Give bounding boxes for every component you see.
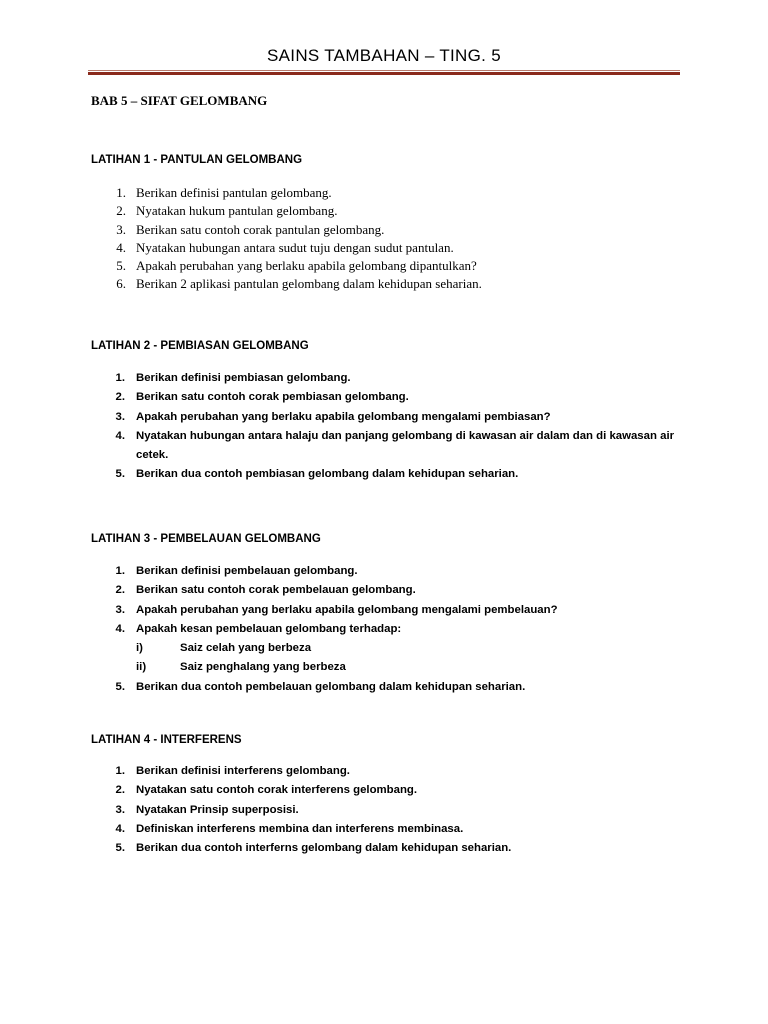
item-text: Nyatakan satu contoh corak interferens gelombang. <box>136 784 418 797</box>
list-item <box>91 678 691 697</box>
item-text: Definiskan interferens membina dan interferens membinasa. <box>136 822 464 835</box>
list-item <box>91 839 691 858</box>
list-item <box>91 465 691 484</box>
item-text: Berikan 2 aplikasi pantulan gelombang dalam kehidupan seharian. <box>136 276 482 292</box>
item-number: 3. <box>115 603 125 616</box>
item-number: 1. <box>116 185 126 200</box>
item-text: Berikan satu contoh corak pembelauan gelombang. <box>136 584 416 597</box>
item-text: Nyatakan hubungan antara halaju dan panjang gelombang di kawasan air dalam dan di kawasan air cetek. <box>136 429 675 462</box>
item-number: 2. <box>115 784 125 797</box>
question-list-latihan-3 <box>91 562 691 697</box>
item-number: 1. <box>115 565 125 577</box>
item-text: Berikan satu contoh corak pembiasan gelombang. <box>136 391 409 404</box>
list-item <box>91 202 691 220</box>
list-item <box>91 427 691 466</box>
item-number: 2. <box>115 391 125 404</box>
item-text: Apakah perubahan yang berlaku apabila gelombang mengalami pembelauan? <box>136 603 558 616</box>
item-number: 5. <box>115 468 125 481</box>
item-number: 4. <box>115 429 125 442</box>
list-item <box>91 801 691 820</box>
item-number: 5. <box>115 680 125 693</box>
item-text: Apakah kesan pembelauan gelombang terhadap: <box>136 622 402 635</box>
list-item <box>91 369 691 388</box>
sub-item <box>91 639 691 658</box>
item-text: Berikan satu contoh corak pantulan gelombang. <box>136 221 385 237</box>
list-item <box>91 275 691 293</box>
list-item <box>91 762 691 781</box>
item-number: 4. <box>115 622 125 635</box>
list-item <box>91 781 691 800</box>
item-text: Berikan definisi pantulan gelombang. <box>136 185 332 200</box>
item-text: Apakah perubahan yang berlaku apabila gelombang mengalami pembiasan? <box>136 410 551 423</box>
list-item <box>91 601 691 620</box>
item-text: Berikan definisi pembiasan gelombang. <box>136 372 351 384</box>
header-rule-thick <box>88 72 680 75</box>
header-title: SAINS TAMBAHAN – TING. 5 <box>267 46 501 65</box>
sub-item <box>91 658 691 677</box>
list-item <box>91 184 691 202</box>
question-list-latihan-4 <box>91 762 691 858</box>
item-text: Berikan dua contoh pembelauan gelombang dalam kehidupan seharian. <box>136 680 526 693</box>
item-text: Nyatakan Prinsip superposisi. <box>136 803 299 816</box>
item-number: 2. <box>116 203 126 219</box>
sub-item-number: i) <box>136 642 143 655</box>
list-item <box>91 239 691 257</box>
list-item <box>91 257 691 275</box>
section-title-latihan-2: LATIHAN 2 - PEMBIASAN GELOMBANG <box>91 340 309 352</box>
item-number: 5. <box>115 842 125 855</box>
list-item <box>91 562 691 581</box>
item-text: Berikan definisi interferens gelombang. <box>136 765 350 777</box>
section-title-latihan-3: LATIHAN 3 - PEMBELAUAN GELOMBANG <box>91 533 321 545</box>
item-number: 3. <box>115 410 125 423</box>
list-item <box>91 221 691 239</box>
item-number: 4. <box>116 239 126 255</box>
list-item <box>91 408 691 427</box>
item-text: Berikan definisi pembelauan gelombang. <box>136 565 358 577</box>
item-text: Nyatakan hubungan antara sudut tuju dengan sudut pantulan. <box>136 239 454 255</box>
list-item <box>91 820 691 839</box>
item-number: 6. <box>116 276 126 292</box>
section-title-latihan-4: LATIHAN 4 - INTERFERENS <box>91 734 242 746</box>
item-number: 1. <box>115 765 125 777</box>
question-list-latihan-1 <box>91 184 691 294</box>
item-number: 1. <box>115 372 125 384</box>
sub-item-text: Saiz penghalang yang berbeza <box>180 661 346 674</box>
item-number: 4. <box>115 822 125 835</box>
section-title-latihan-1: LATIHAN 1 - PANTULAN GELOMBANG <box>91 154 303 166</box>
item-number: 5. <box>116 258 126 274</box>
item-number: 2. <box>115 584 125 597</box>
sub-item-number: ii) <box>136 661 147 674</box>
list-item <box>91 620 691 639</box>
chapter-title: BAB 5 – SIFAT GELOMBANG <box>91 93 268 108</box>
item-text: Nyatakan hukum pantulan gelombang. <box>136 203 338 219</box>
header-rule-thin <box>88 70 680 71</box>
item-number: 3. <box>115 803 125 816</box>
item-text: Berikan dua contoh pembiasan gelombang dalam kehidupan seharian. <box>136 468 519 481</box>
sub-item-text: Saiz celah yang berbeza <box>180 642 312 655</box>
list-item <box>91 388 691 407</box>
item-text: Berikan dua contoh interferns gelombang dalam kehidupan seharian. <box>136 842 512 855</box>
item-number: 3. <box>116 221 126 237</box>
question-list-latihan-2 <box>91 369 691 485</box>
item-text: Apakah perubahan yang berlaku apabila gelombang dipantulkan? <box>136 258 477 274</box>
list-item <box>91 581 691 600</box>
